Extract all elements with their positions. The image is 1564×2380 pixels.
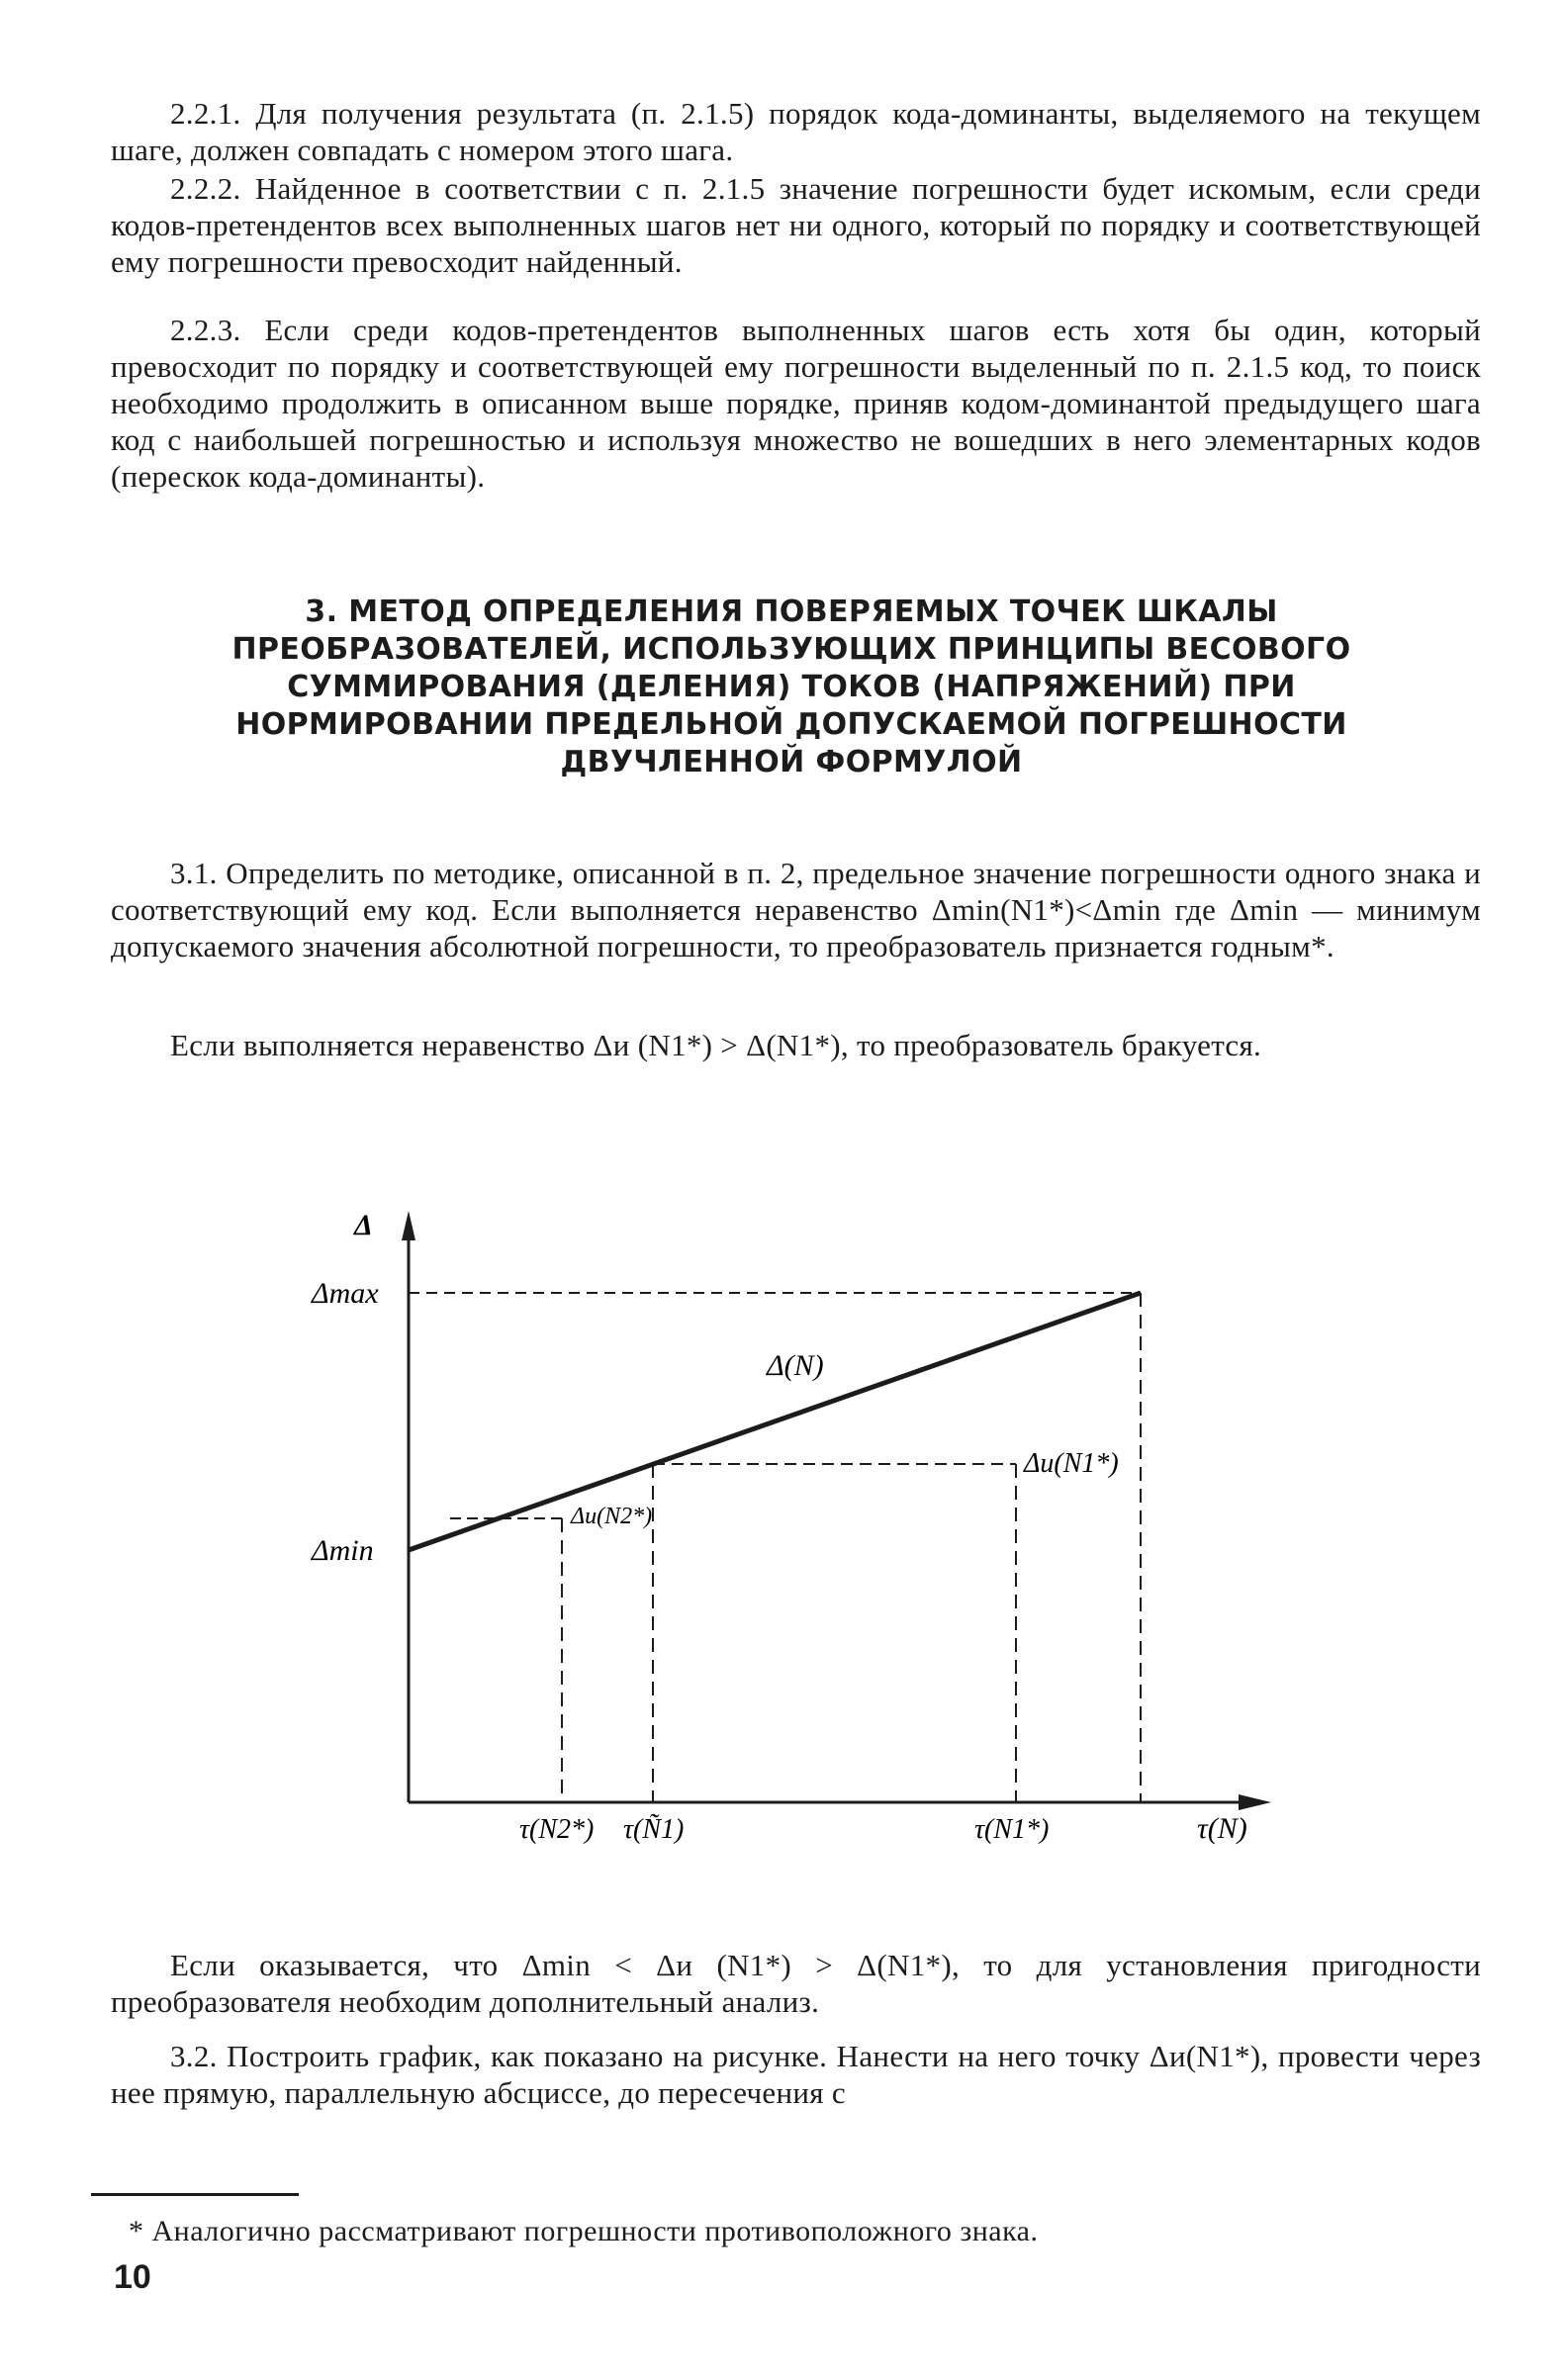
p31-inequality: Δmin(N1*)<Δmin: [931, 892, 1161, 927]
paragraph-2-2-1: 2.2.1. Для получения результата (п. 2.1.5) порядок кода-доминанты, выделяемого на текущем шаге, должен совпадать с номером этого шага.: [111, 96, 1481, 167]
page-number: 10: [114, 2258, 151, 2296]
paragraph-2-2-3: 2.2.3. Если среди кодов-претендентов выполненных шагов есть хотя бы один, который превосходит по порядку и соответствующей ему погрешности выделенный по п. 2.1.5 код, то поиск необходимо продолжить в описанном выше порядке, приняв кодом-доминантой предыдущего шага код с наибольшей погрешностью и используя множество не вошедших в него элементарных кодов (перескок кода-доминанты).: [111, 313, 1481, 494]
paragraph-3-2: [111, 2038, 1481, 2111]
paragraph-3-1: [111, 855, 1481, 964]
footnote-divider: [91, 2193, 299, 2196]
x-axis-label: τ(N): [1197, 1812, 1247, 1845]
tau-n1tilde-tick-label: τ(Ñ1): [623, 1814, 685, 1845]
section-heading: 3. МЕТОД ОПРЕДЕЛЕНИЯ ПОВЕРЯЕМЫХ ТОЧЕК ШКАЛЫ ПРЕОБРАЗОВАТЕЛЕЙ, ИСПОЛЬЗУЮЩИХ ПРИНЦИПЫ ВЕСОВОГО СУММИРОВАНИЯ (ДЕЛЕНИЯ) ТОКОВ (НАПРЯЖЕНИЙ) ПРИ НОРМИРОВАНИИ ПРЕДЕЛЬНОЙ ДОПУСКАЕМОЙ ПОГРЕШНОСТИ ДВУЧЛЕННОЙ ФОРМУЛОЙ: [231, 595, 1351, 779]
delta-n-line: [409, 1293, 1141, 1550]
p31-text-2: где: [1160, 892, 1230, 927]
p31-text-1: 3.1. Определить по методике, описанной в п. 2, предельное значение погрешности одного знака и соответствующий ему код. Если выполняется неравенство: [111, 856, 1481, 927]
delta-n2-label: Δи(N2*): [571, 1504, 653, 1529]
x-axis-arrow: [1239, 1794, 1271, 1810]
y-axis-arrow: [402, 1211, 415, 1240]
p32-point: Δи(N1*): [1149, 2039, 1261, 2073]
tau-n1-tick-label: τ(N1*): [974, 1814, 1050, 1845]
delta-n1-label: Δи(N1*): [1024, 1448, 1119, 1479]
tau-n2-tick-label: τ(N2*): [519, 1814, 595, 1845]
p31-delta-min: Δmin: [1229, 892, 1299, 927]
p-after-inequality: Δmin < Δи (N1*) > Δ(N1*): [521, 1948, 952, 1982]
paragraph-analysis: [111, 1947, 1481, 2020]
p31-text-3: — минимум допускаемого значения абсолютной погрешности, то преобразователь признается годным*.: [111, 892, 1481, 963]
paragraph-3-1-reject: [111, 1027, 1481, 1063]
p31b-inequality: Δи (N1*) > Δ(N1*): [593, 1028, 841, 1062]
y-axis-label: Δ: [354, 1209, 373, 1241]
delta-min-label: Δmin: [312, 1534, 374, 1567]
p31b-text-1: Если выполняется неравенство: [170, 1028, 594, 1062]
paragraph-2-2-2: 2.2.2. Найденное в соответствии с п. 2.1.5 значение погрешности будет искомым, если среди кодов-претендентов всех выполненных шагов нет ни одного, который по порядку и соответствующей ему погрешности превосходит найденный.: [111, 171, 1481, 279]
delta-max-label: Δmax: [312, 1277, 379, 1310]
p31b-text-2: , то преобразователь бракуется.: [840, 1028, 1262, 1062]
p-after-text-1: Если оказывается, что: [170, 1948, 522, 1982]
p32-text-1: 3.2. Построить график, как показано на рисунке. Нанести на него точку: [170, 2039, 1150, 2073]
error-diagram: [277, 1197, 1276, 1860]
footnote: * Аналогично рассматривают погрешности противоположного знака.: [129, 2215, 1039, 2247]
p-after-text-2: , то для установления пригодности преобразователя необходим дополнительный анализ.: [111, 1948, 1482, 2019]
p32-text-2: , провести через нее прямую, параллельную абсциссе, до пересечения с: [111, 2039, 1482, 2110]
delta-n-line-label: Δ(N): [767, 1349, 824, 1382]
